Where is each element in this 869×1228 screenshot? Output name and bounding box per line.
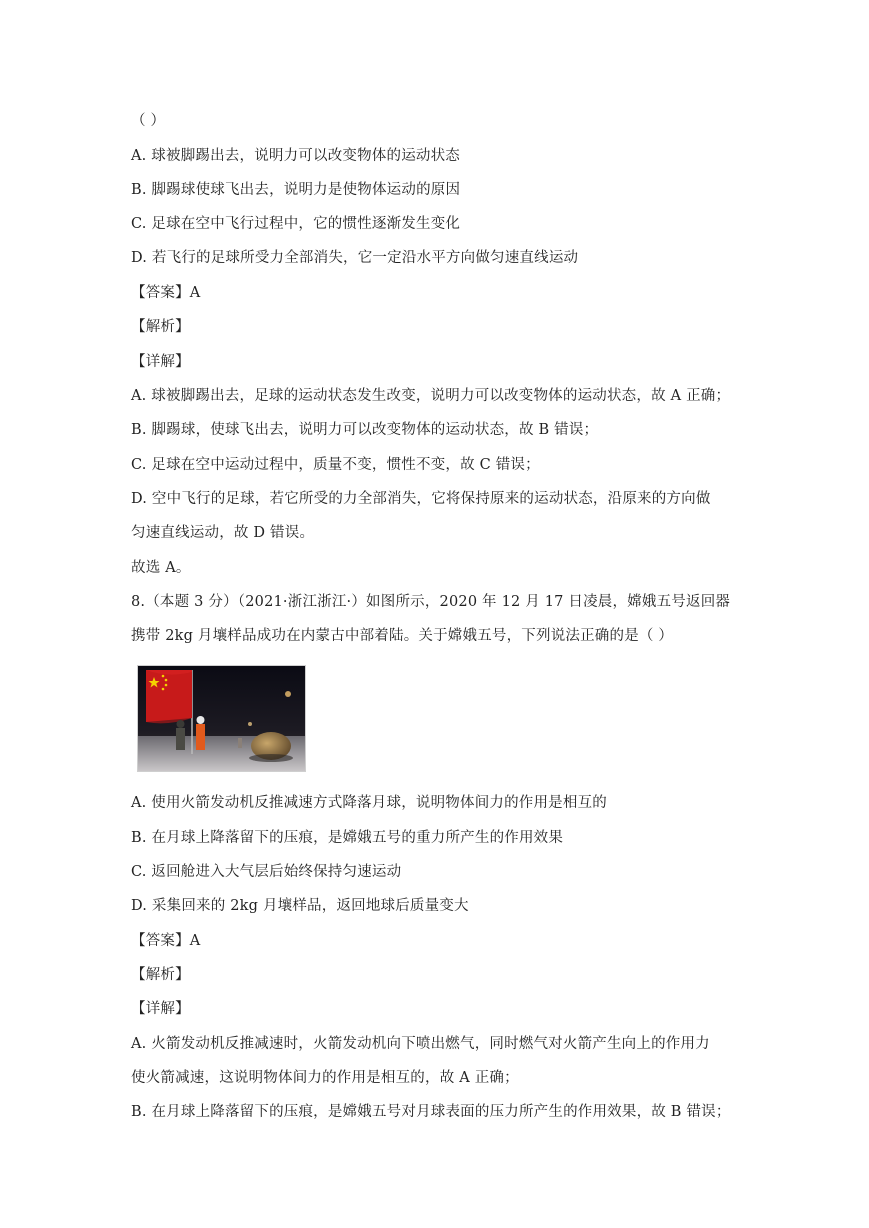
- prev-question-bracket: （ ）: [131, 113, 166, 129]
- prev-detail-b: B. 脚踢球，使球飞出去，说明力可以改变物体的运动状态，故 B 错误；: [131, 422, 599, 438]
- prev-option-c: C. 足球在空中飞行过程中，它的惯性逐渐发生变化: [131, 216, 461, 232]
- prev-detail-a: A. 球被脚踢出去，足球的运动状态发生改变，说明力可以改变物体的运动状态，故 A 正确；: [131, 388, 731, 404]
- prev-option-a: A. 球被脚踢出去，说明力可以改变物体的运动状态: [131, 148, 460, 164]
- landing-photo: [137, 665, 306, 772]
- q8-option-a: A. 使用火箭发动机反推减速方式降落月球，说明物体间力的作用是相互的: [131, 795, 607, 811]
- q8-option-b: B. 在月球上降落留下的压痕，是嫦娥五号的重力所产生的作用效果: [131, 830, 564, 846]
- q8-analysis-heading: 【解析】: [131, 967, 190, 983]
- prev-detail-heading: 【详解】: [131, 354, 190, 370]
- prev-option-b: B. 脚踢球使球飞出去，说明力是使物体运动的原因: [131, 182, 461, 198]
- prev-analysis-heading: 【解析】: [131, 319, 190, 335]
- q8-stem-line2: 携带 2kg 月壤样品成功在内蒙古中部着陆。关于嫦娥五号，下列说法正确的是（ ）: [131, 628, 674, 644]
- q8-option-c: C. 返回舱进入大气层后始终保持匀速运动: [131, 864, 402, 880]
- prev-detail-c: C. 足球在空中运动过程中，质量不变，惯性不变，故 C 错误；: [131, 457, 540, 473]
- prev-answer: 【答案】A: [131, 285, 201, 301]
- q8-detail-b: B. 在月球上降落留下的压痕，是嫦娥五号对月球表面的压力所产生的作用效果，故 B 错误；: [131, 1104, 731, 1120]
- q8-answer: 【答案】A: [131, 933, 201, 949]
- q8-option-d: D. 采集回来的 2kg 月壤样品，返回地球后质量变大: [131, 898, 469, 914]
- prev-detail-d-line2: 匀速直线运动，故 D 错误。: [131, 525, 315, 541]
- prev-option-d: D. 若飞行的足球所受力全部消失，它一定沿水平方向做匀速直线运动: [131, 250, 579, 266]
- q8-stem-line1: 8.（本题 3 分）（2021·浙江浙江·）如图所示，2020 年 12 月 17 日凌晨，嫦娥五号返回器: [131, 594, 731, 610]
- q8-detail-a-line1: A. 火箭发动机反推减速时，火箭发动机向下喷出燃气，同时燃气对火箭产生向上的作用力: [131, 1036, 710, 1052]
- prev-detail-d-line1: D. 空中飞行的足球，若它所受的力全部消失，它将保持原来的运动状态，沿原来的方向做: [131, 491, 711, 507]
- prev-conclusion: 故选 A。: [131, 560, 191, 576]
- q8-detail-heading: 【详解】: [131, 1001, 190, 1017]
- q8-detail-a-line2: 使火箭减速，这说明物体间力的作用是相互的，故 A 正确；: [131, 1070, 519, 1086]
